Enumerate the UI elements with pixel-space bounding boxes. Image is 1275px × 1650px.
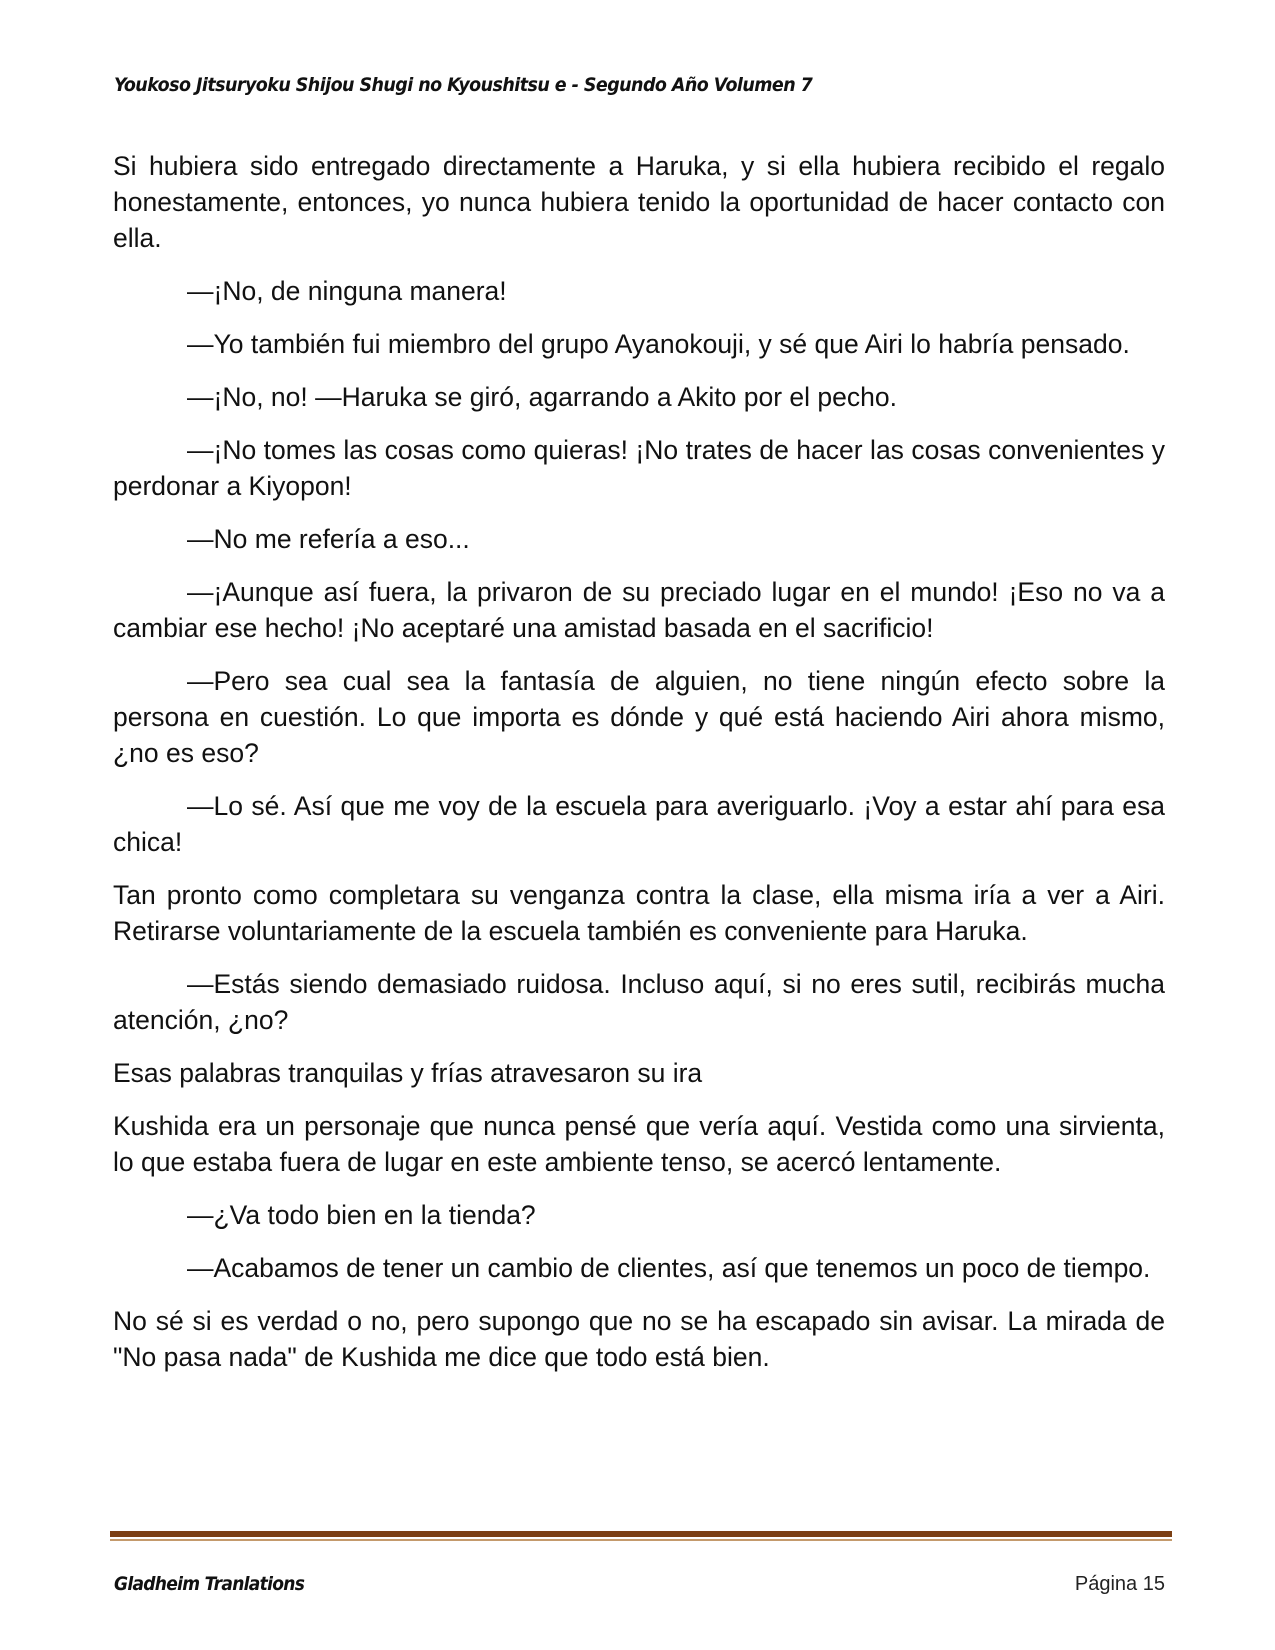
paragraph: —¡No, no! —Haruka se giró, agarrando a Akito por el pecho. (187, 382, 897, 412)
paragraph: —¡No tomes las cosas como quieras! ¡No trates de hacer las cosas convenientes y perdonar a Kiyopon! (113, 435, 1165, 501)
paragraph: —No me refería a eso... (187, 524, 470, 554)
paragraph: Tan pronto como completara su venganza contra la clase, ella misma iría a ver a Airi. Retirarse voluntariamente de la escuela también es conveniente para Haruka. (113, 880, 1165, 946)
paragraph: Esas palabras tranquilas y frías atravesaron su ira (113, 1058, 703, 1088)
paragraph: —Acabamos de tener un cambio de clientes, así que tenemos un poco de tiempo. (187, 1253, 1151, 1283)
paragraph: —¡Aunque así fuera, la privaron de su preciado lugar en el mundo! ¡Eso no va a cambiar ese hecho! ¡No aceptaré una amistad basada en el sacrificio! (113, 577, 1165, 643)
paragraph: Si hubiera sido entregado directamente a Haruka, y si ella hubiera recibido el regalo honestamente, entonces, yo nunca hubiera tenido la oportunidad de hacer contacto con ella. (113, 151, 1165, 253)
running-header: Youkoso Jitsuryoku Shijou Shugi no Kyoushitsu e - Segundo Año Volumen 7 (114, 74, 813, 96)
paragraph: —¿Va todo bien en la tienda? (187, 1200, 536, 1230)
footer-publisher: Gladheim Tranlations (114, 1573, 305, 1595)
page-number-value: 15 (1142, 1573, 1165, 1595)
page-body (113, 148, 1165, 1392)
paragraph: —Yo también fui miembro del grupo Ayanokouji, y sé que Airi lo habría pensado. (187, 329, 1130, 359)
footer-divider-thin (110, 1539, 1172, 1541)
paragraph: —Pero sea cual sea la fantasía de alguien, no tiene ningún efecto sobre la persona en cuestión. Lo que importa es dónde y qué está haciendo Airi ahora mismo, ¿no es eso? (113, 666, 1165, 768)
paragraph: No sé si es verdad o no, pero supongo que no se ha escapado sin avisar. La mirada de "No pasa nada" de Kushida me dice que todo está bien. (113, 1306, 1165, 1372)
paragraph: Kushida era un personaje que nunca pensé que vería aquí. Vestida como una sirvienta, lo que estaba fuera de lugar en este ambiente tenso, se acercó lentamente. (113, 1111, 1165, 1177)
page-label: Página (1074, 1573, 1138, 1595)
paragraph: —Estás siendo demasiado ruidosa. Incluso aquí, si no eres sutil, recibirás mucha atención, ¿no? (113, 969, 1165, 1035)
paragraph: —Lo sé. Así que me voy de la escuela para averiguarlo. ¡Voy a estar ahí para esa chica! (113, 791, 1165, 857)
paragraph: —¡No, de ninguna manera! (187, 276, 507, 306)
page-number (1075, 1573, 1165, 1596)
footer-divider (110, 1531, 1172, 1537)
